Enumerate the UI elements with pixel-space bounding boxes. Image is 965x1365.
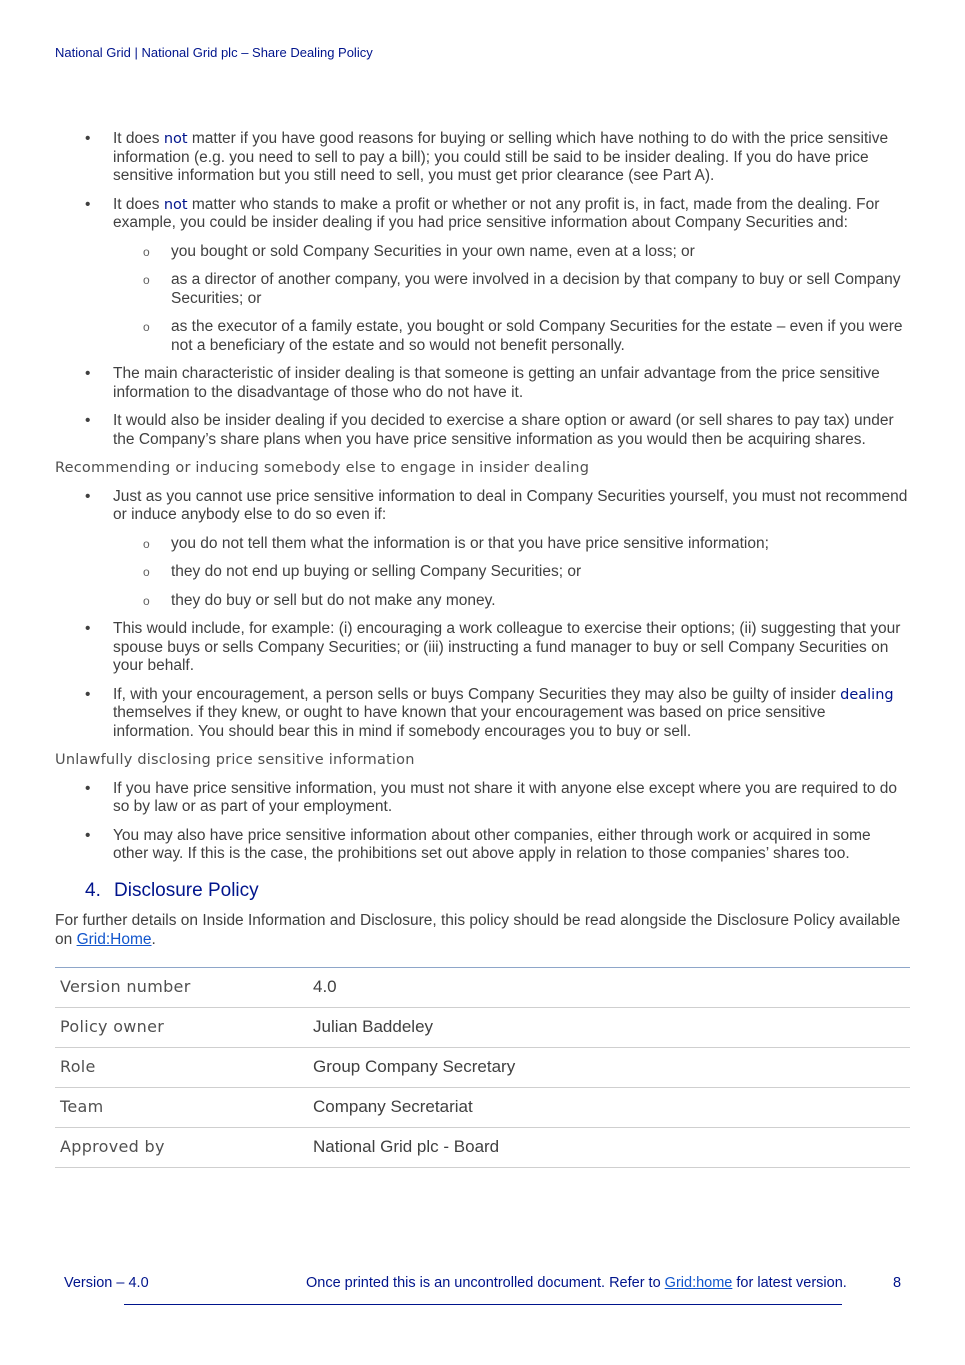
table-value: National Grid plc - Board (308, 1128, 910, 1168)
section-heading-recommending: Recommending or inducing somebody else to engage in insider dealing (55, 460, 590, 476)
document-body (55, 130, 910, 1168)
emphasis: not (163, 131, 188, 147)
section-title: Disclosure Policy (114, 879, 259, 901)
table-label: Version number (55, 968, 308, 1008)
table-label: Team (55, 1088, 308, 1128)
list-item: • If you have price sensitive information, you must not share it with anyone else except where you are required to do so by law or as part of your employment. (55, 780, 910, 817)
sub-list-item: o they do buy or sell but do not make any money. (113, 592, 910, 611)
header-doc-title: – Share Dealing Policy (237, 45, 373, 60)
section-heading-disclosure-policy (55, 879, 910, 901)
header-org: National Grid | (55, 45, 142, 60)
page-header (55, 45, 373, 60)
sub-list (113, 243, 910, 356)
section-heading-disclosing: Unlawfully disclosing price sensitive information (55, 752, 415, 768)
table-label: Role (55, 1048, 308, 1088)
table-value: Company Secretariat (308, 1088, 910, 1128)
section3-list (55, 780, 910, 864)
list-item: • It would also be insider dealing if you decided to exercise a share option or award (or sell shares to pay tax) under the Company’s share plans when you have price sensitive information as you would then be acquiring shares. (55, 412, 910, 449)
sub-list-item: o you bought or sold Company Securities in your own name, even at a loss; or (113, 243, 910, 262)
emphasis: dealing (840, 686, 894, 703)
sub-list-item: o they do not end up buying or selling Company Securities; or (113, 563, 910, 582)
table-row (55, 968, 910, 1008)
table-value: Julian Baddeley (308, 1008, 910, 1048)
emphasis: not (163, 196, 188, 213)
table-value: Group Company Secretary (308, 1048, 910, 1088)
table-label: Approved by (55, 1128, 308, 1168)
list-item: • It does not matter who stands to make a profit or whether or not any profit is, in fact, made from the dealing. For example, you could be insider dealing if you had price sensitive information about Company Securities and: o you bought or sold Company Securities in your own name, even at a loss; or o as a director of another company, you were involved in a decision by that company to buy or sell Company Securities; or o as the executor of a family estate, you bought or sold Company Securities for the estate – even if you were not a beneficiary of the estate and so would not benefit personally. (55, 196, 910, 356)
table-row (55, 1008, 910, 1048)
sub-list-item: o as the executor of a family estate, you bought or sold Company Securities for the estate – even if you were not a beneficiary of the estate and so would not benefit personally. (113, 318, 910, 355)
table-label: Policy owner (55, 1008, 308, 1048)
footer-version: Version – 4.0 (64, 1275, 149, 1291)
section-number: 4. (85, 879, 101, 901)
sub-list-item: o you do not tell them what the information is or that you have price sensitive information; (113, 535, 910, 554)
header-company: National Grid plc (141, 45, 238, 60)
sub-list-item: o as a director of another company, you were involved in a decision by that company to buy or sell Company Securities; or (113, 271, 910, 308)
list-item: • The main characteristic of insider dealing is that someone is getting an unfair advantage from the price sensitive information to the disadvantage of those who do not have it. (55, 365, 910, 402)
list-item: • You may also have price sensitive information about other companies, either through work or acquired in some other way. If this is the case, the prohibitions set out above apply in relation to those companies’ shares too. (55, 827, 910, 864)
document-control-table (55, 967, 910, 1168)
list-item: • Just as you cannot use price sensitive information to deal in Company Securities yourself, you must not recommend or induce anybody else to do so even if: o you do not tell them what the information is or that you have price sensitive information; o they do not end up buying or selling Company Securities; or o they do buy or sell but do not make any money. (55, 488, 910, 611)
list-item: • This would include, for example: (i) encouraging a work colleague to exercise their options; (ii) suggesting that your spouse buys or sells Company Securities; or (iii) instructing a fund manager to buy or sell Company Securities on your behalf. (55, 620, 910, 676)
disclosure-paragraph: For further details on Inside Information and Disclosure, this policy should be read alongside the Disclosure Policy available on Grid:Home. (55, 912, 901, 948)
footer-divider (124, 1304, 842, 1305)
table-row (55, 1128, 910, 1168)
sub-list (113, 535, 910, 611)
table-row (55, 1048, 910, 1088)
footer-notice: Once printed this is an uncontrolled document. Refer to Grid:home for latest version. (306, 1275, 847, 1291)
table-row (55, 1088, 910, 1128)
footer-grid-home-link[interactable]: Grid:home (664, 1275, 733, 1291)
section1-list (55, 130, 910, 449)
page-number: 8 (893, 1275, 902, 1291)
table-value: 4.0 (308, 968, 910, 1008)
list-item: • It does not matter if you have good reasons for buying or selling which have nothing to do with the price sensitive information (e.g. you need to sell to pay a bill); you could still be said to be insider dealing. If you do have price sensitive information but you still need to sell, you must get prior clearance (see Part A). (55, 130, 910, 186)
section2-list (55, 488, 910, 742)
grid-home-link[interactable]: Grid:Home (76, 930, 152, 948)
list-item: • If, with your encouragement, a person sells or buys Company Securities they may also be guilty of insider dealing themselves if they knew, or ought to have known that your encouragement was based on price sensitive information. You should bear this in mind if somebody encourages you to buy or sell. (55, 686, 910, 742)
